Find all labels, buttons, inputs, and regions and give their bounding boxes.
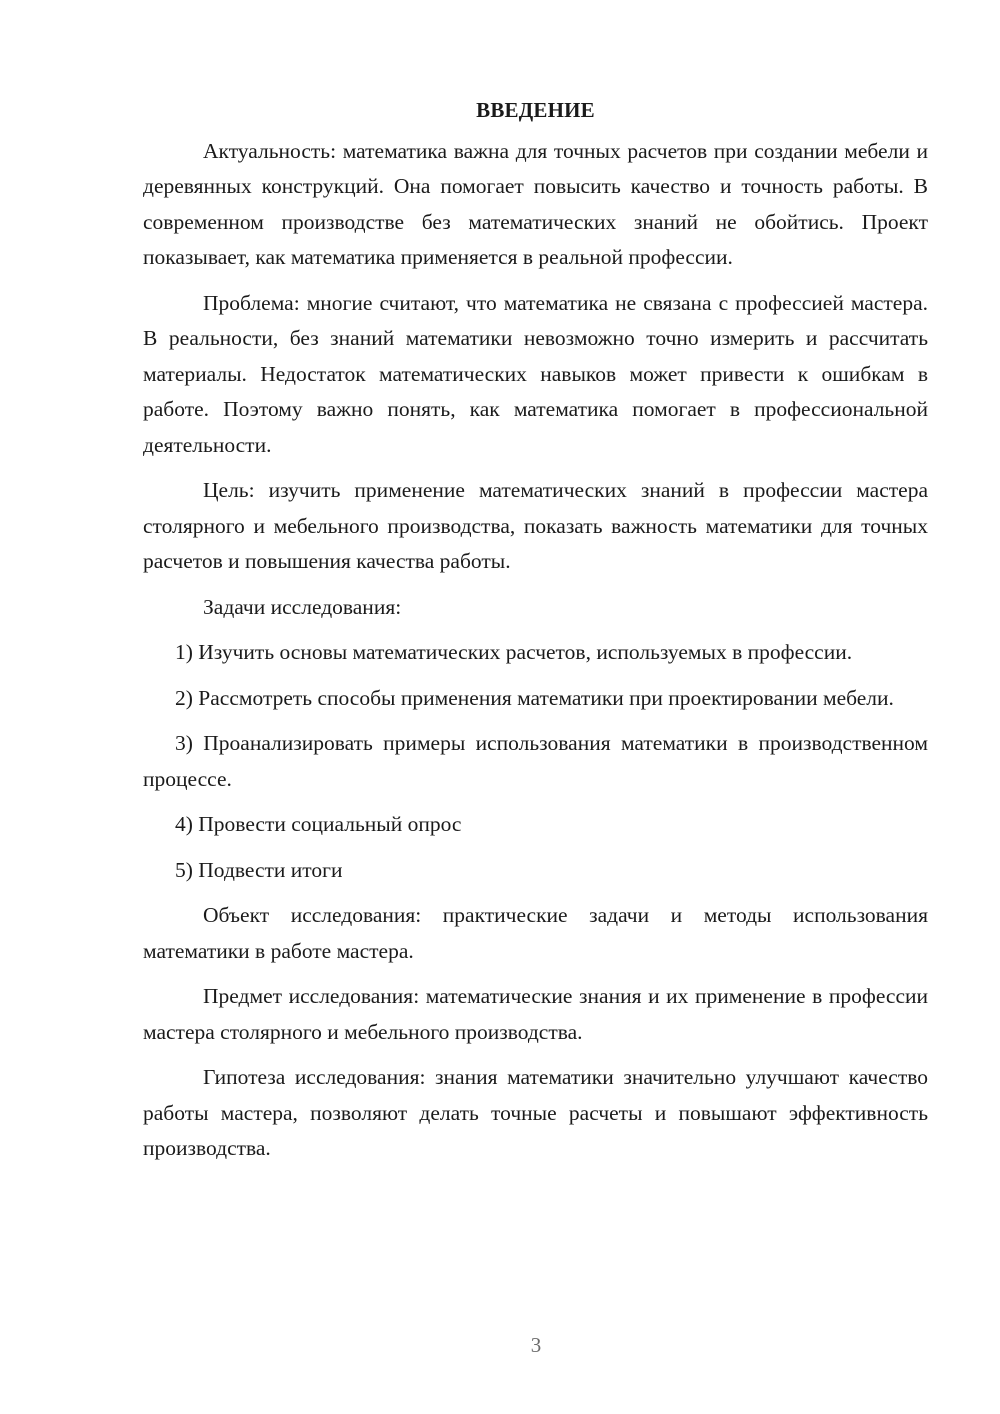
section-title: ВВЕДЕНИЕ bbox=[476, 98, 595, 122]
task-item: 3) Проанализировать примеры использования математики в производственном процессе. bbox=[143, 731, 928, 791]
paragraph-tasks-heading: Задачи исследования: bbox=[203, 594, 402, 619]
paragraph-problem: Проблема: многие считают, что математика не связана с профессией мастера. В реальности, без знаний математики невозможно точно измерить и рассчитать материалы. Недостаток математических навыков может привести к ошибкам в работе. Поэтому важно понять, как математика помогает в профессиональной деятельности. bbox=[143, 290, 928, 457]
task-item: 4) Провести социальный опрос bbox=[175, 812, 462, 836]
task-item: 2) Рассмотреть способы применения математики при проектировании мебели. bbox=[175, 685, 894, 710]
paragraph-relevance: Актуальность: математика важна для точных расчетов при создании мебели и деревянных конструкций. Она помогает повысить качество и точность работы. В современном производстве без математических знаний не обойтись. Проект показывает, как математика применяется в реальной профессии. bbox=[143, 138, 928, 269]
page-number: 3 bbox=[530, 1333, 542, 1357]
paragraph-hypothesis: Гипотеза исследования: знания математики значительно улучшают качество работы мастера, позволяют делать точные расчеты и повышают эффективность производства. bbox=[143, 1065, 928, 1160]
task-item: 5) Подвести итоги bbox=[175, 857, 343, 882]
task-item: 1) Изучить основы математических расчетов, используемых в профессии. bbox=[175, 640, 853, 664]
paragraph-object: Объект исследования: практические задачи и методы использования математики в работе мастера. bbox=[143, 903, 928, 963]
page-body bbox=[143, 93, 928, 1177]
paragraph-subject: Предмет исследования: математические знания и их применение в профессии мастера столярного и мебельного производства. bbox=[143, 984, 928, 1044]
paragraph-goal: Цель: изучить применение математических знаний в профессии мастера столярного и мебельного производства, показать важность математики для точных расчетов и повышения качества работы. bbox=[143, 478, 928, 573]
